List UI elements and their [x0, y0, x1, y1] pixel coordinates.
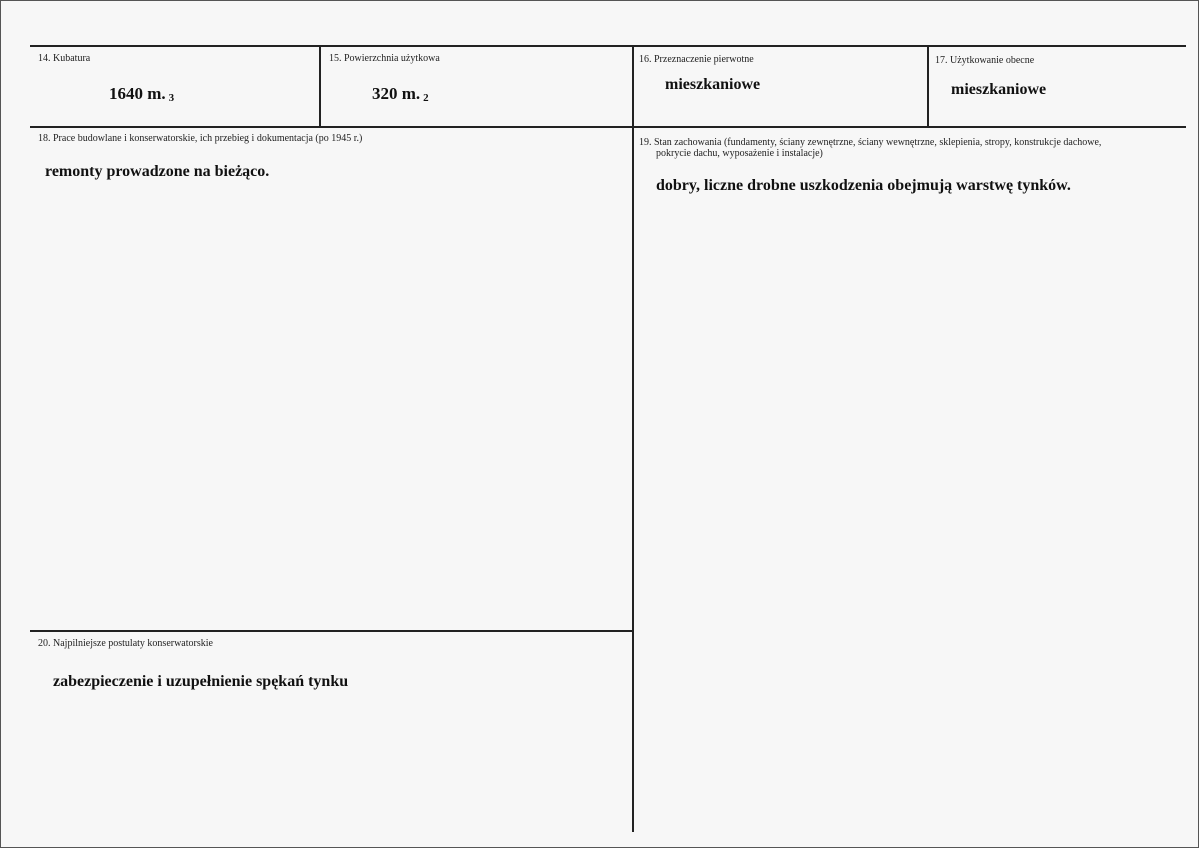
field-15-value [372, 84, 429, 104]
field-15-unit: 2 [423, 92, 429, 104]
field-14-label: 14. Kubatura [38, 53, 91, 64]
field-19-label-line1: 19. Stan zachowania (fundamenty, ściany zewnętrzne, ściany wewnętrzne, sklepienia, stropy, konstrukcje dachowe, [639, 137, 1102, 148]
field-20-label: 20. Najpilniejsze postulaty konserwatorskie [38, 638, 213, 649]
field-19-label-line2: pokrycie dachu, wyposażenie i instalacje) [656, 148, 823, 159]
col-divider-14-15 [319, 45, 321, 128]
field-14-number: 1640 m. [109, 84, 166, 103]
top-rule [30, 45, 1186, 47]
row-divider-rule [30, 126, 1186, 128]
field-18-label: 18. Prace budowlane i konserwatorskie, ich przebieg i dokumentacja (po 1945 r.) [38, 133, 363, 144]
col-divider-main [632, 45, 634, 832]
field-18-value: remonty prowadzone na bieżąco. [45, 163, 270, 180]
field-20-value: zabezpieczenie i uzupełnienie spękań tynku [53, 673, 349, 690]
col-divider-16-17 [927, 45, 929, 128]
field-17-value: mieszkaniowe [951, 81, 1047, 98]
field-19-value: dobry, liczne drobne uszkodzenia obejmują warstwę tynków. [656, 177, 1071, 194]
field-17-label: 17. Użytkowanie obecne [935, 55, 1035, 66]
field-16-value: mieszkaniowe [665, 76, 761, 93]
field-16-label: 16. Przeznaczenie pierwotne [639, 54, 754, 65]
field-15-label: 15. Powierzchnia użytkowa [329, 53, 440, 64]
field-14-unit: 3 [168, 92, 175, 104]
field-14-value [109, 84, 174, 104]
field-15-number: 320 m. [372, 84, 421, 103]
field-20-top-rule [30, 630, 633, 632]
